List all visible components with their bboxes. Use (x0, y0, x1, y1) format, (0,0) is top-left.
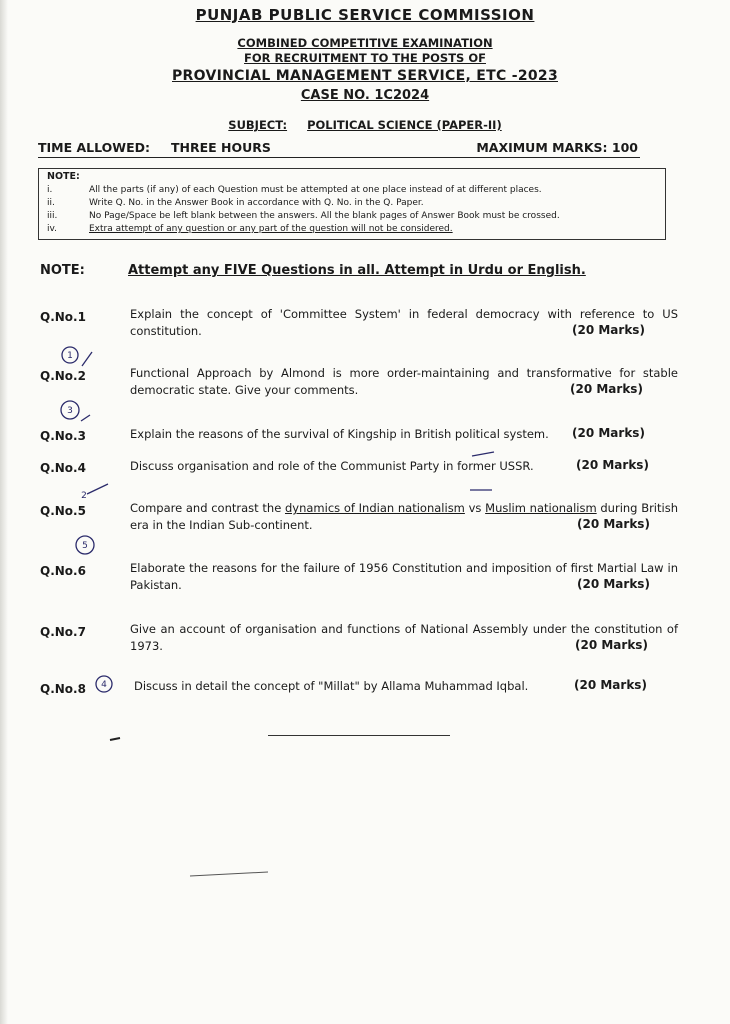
question-text: Discuss in detail the concept of "Millat" by Allama Muhammad Iqbal. (134, 679, 529, 693)
handwritten-number: 1 (67, 351, 73, 361)
tick-mark (87, 484, 108, 494)
handwritten-number: 5 (82, 541, 88, 551)
question-text: Explain the reasons of the survival of Kingship in British political system. (130, 427, 549, 441)
underlined-text: Muslim nationalism (485, 501, 597, 515)
commission-title: PUNJAB PUBLIC SERVICE COMMISSION (195, 6, 535, 24)
exam-line-3: PROVINCIAL MANAGEMENT SERVICE, ETC -2023 (172, 68, 558, 84)
question-number: Q.No.8 (40, 682, 86, 696)
time-label: TIME ALLOWED: (38, 140, 150, 155)
question-marks: (20 Marks) (570, 382, 643, 396)
subject-value: POLITICAL SCIENCE (PAPER-II) (307, 118, 502, 132)
notes-title: NOTE: (47, 171, 80, 182)
handwritten-number: 3 (67, 406, 73, 416)
case-number: CASE NO. 1C2024 (300, 88, 430, 103)
text-part: Compare and contrast the (130, 501, 285, 515)
note-text: Write Q. No. in the Answer Book in accordance with Q. No. in the Q. Paper. (89, 198, 424, 208)
question-marks: (20 Marks) (577, 577, 650, 591)
instruction-label: NOTE: (40, 263, 85, 278)
note-number: ii. (47, 198, 55, 208)
question-number: Q.No.7 (40, 625, 86, 639)
question-text: Discuss organisation and role of the Communist Party in former USSR. (130, 459, 534, 473)
note-text: All the parts (if any) of each Question must be attempted at one place instead of at different places. (89, 185, 542, 195)
question-text: Elaborate the reasons for the failure of 1956 Constitution and imposition of first Martial Law in Pakistan. (130, 561, 678, 592)
question-number: Q.No.5 (40, 504, 86, 518)
note-number: iv. (47, 224, 57, 234)
question-marks: (20 Marks) (577, 517, 650, 531)
subject-label: SUBJECT: (228, 118, 288, 132)
question-text: Functional Approach by Almond is more order-maintaining and transformative for stable democratic state. Give your comments. (130, 366, 678, 397)
exam-line-2: FOR RECRUITMENT TO THE POSTS OF (244, 51, 486, 65)
exam-line-1: COMBINED COMPETITIVE EXAMINATION (237, 36, 493, 50)
question-marks: (20 Marks) (575, 638, 648, 652)
instruction-text: Attempt any FIVE Questions in all. Attempt in Urdu or English. (128, 263, 586, 278)
underlined-text: dynamics of Indian nationalism (284, 501, 465, 515)
handwritten-number: 2 (81, 491, 87, 501)
note-text: Extra attempt of any question or any part of the question will not be considered. (89, 224, 453, 234)
question-marks: (20 Marks) (574, 678, 647, 692)
question-number: Q.No.3 (40, 429, 86, 443)
question-number: Q.No.2 (40, 369, 86, 383)
note-text: No Page/Space be left blank between the answers. All the blank pages of Answer Book must be crossed. (89, 211, 560, 221)
note-number: iii. (47, 211, 58, 221)
question-text: Explain the concept of 'Committee System' in federal democracy with reference to US constitution. (130, 307, 678, 338)
question-number: Q.No.1 (40, 310, 86, 324)
time-value: THREE HOURS (171, 140, 271, 155)
question-number: Q.No.6 (40, 564, 86, 578)
question-marks: (20 Marks) (572, 426, 645, 440)
text-part: during British era in the Indian Sub-continent. (130, 501, 678, 532)
text-part: vs (464, 501, 486, 515)
handwritten-number: 4 (101, 680, 107, 690)
question-text: Give an account of organisation and functions of National Assembly under the constitution of 1973. (130, 622, 678, 653)
max-marks: MAXIMUM MARKS: 100 (476, 140, 638, 155)
question-marks: (20 Marks) (576, 458, 649, 472)
question-marks: (20 Marks) (572, 323, 645, 337)
question-number: Q.No.4 (40, 461, 86, 475)
note-number: i. (47, 185, 53, 195)
